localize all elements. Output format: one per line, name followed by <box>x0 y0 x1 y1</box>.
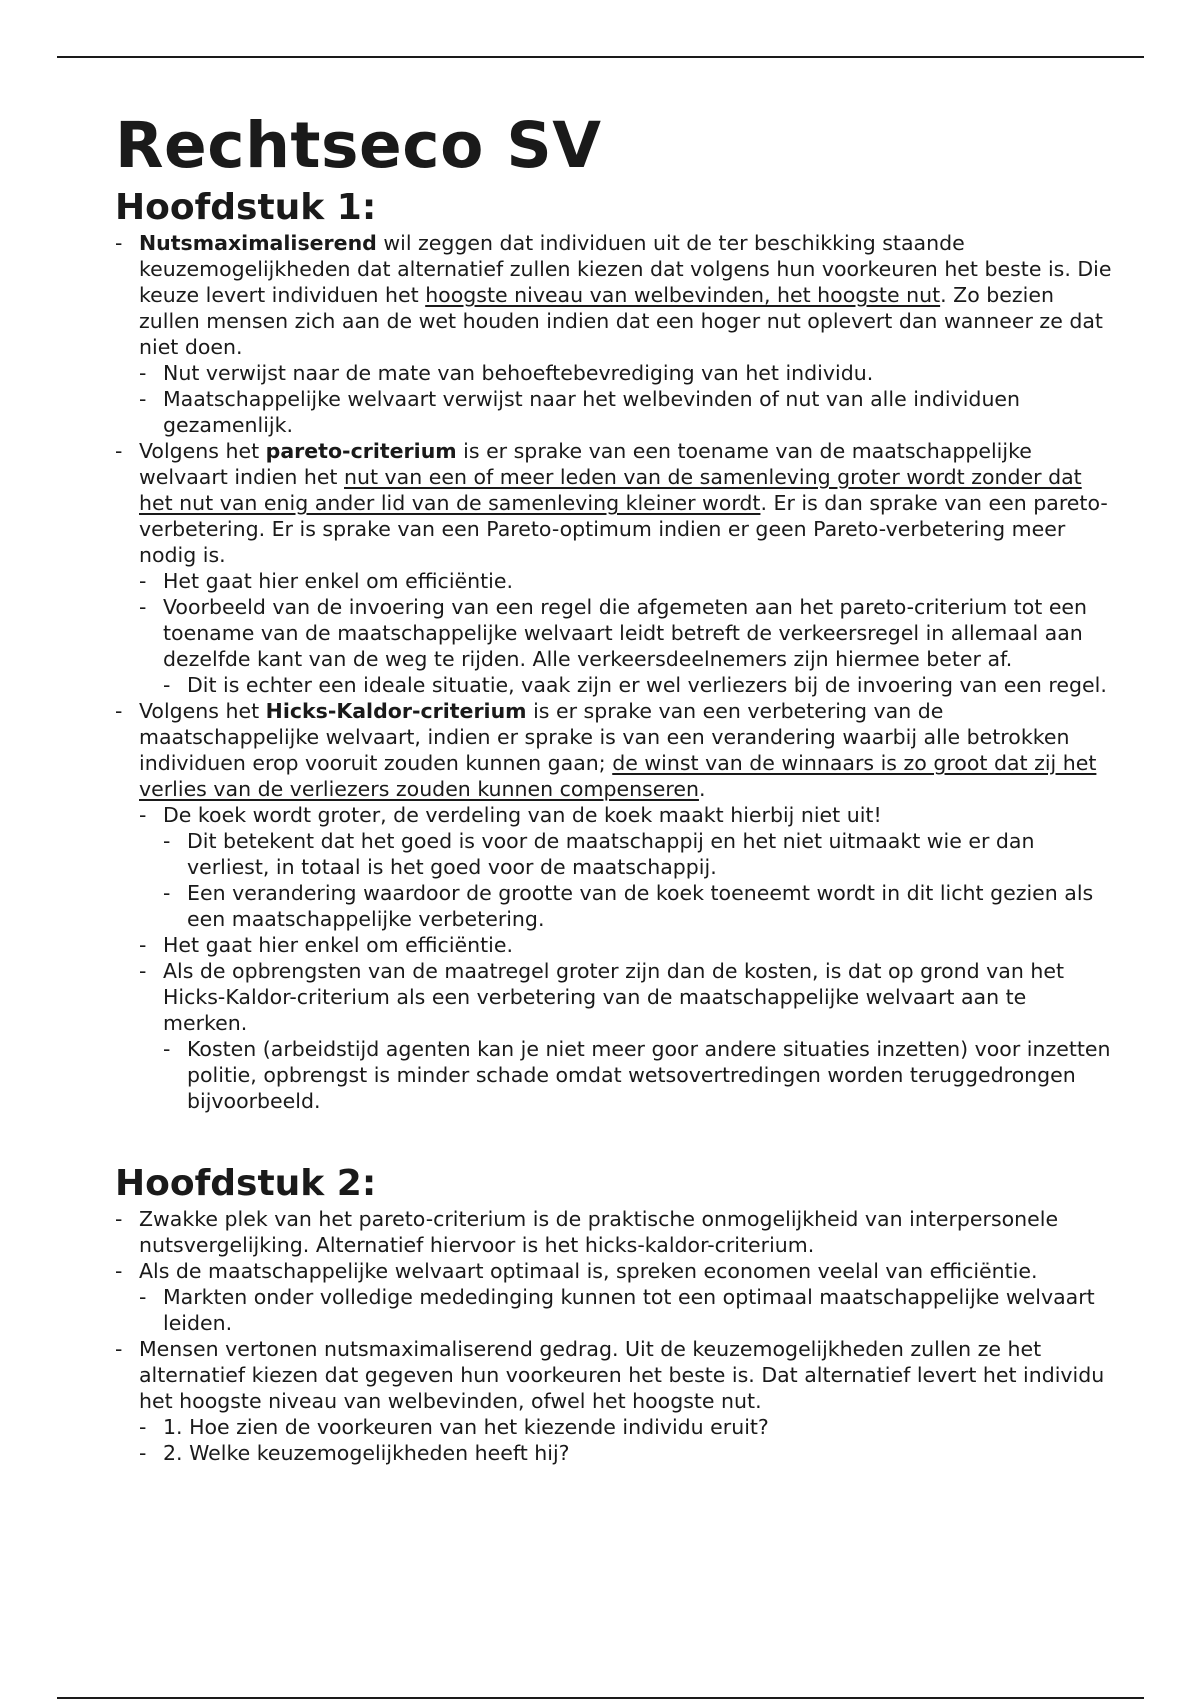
list-item: - Maatschappelijke welvaart verwijst naar het welbevinden of nut van alle individuen gezamenlijk. <box>139 386 1115 438</box>
text-span: De koek wordt groter, de verdeling van de koek maakt hierbij niet uit! <box>163 803 882 827</box>
list-item: - Het gaat hier enkel om efficiëntie. <box>139 932 1115 958</box>
list-item <box>115 230 1115 438</box>
chapter-2 <box>115 1162 1115 1466</box>
list-item: - Kosten (arbeidstijd agenten kan je niet meer goor andere situaties inzetten) voor inzetten politie, opbrengst is minder schade omdat wetsovertredingen worden teruggedrongen bijvoorbeeld. <box>163 1036 1115 1114</box>
document-body <box>115 106 1115 1466</box>
list-item: - Een verandering waardoor de grootte van de koek toeneemt wordt in dit licht gezien als een maatschappelijke verbetering. <box>163 880 1115 932</box>
term-bold: pareto-criterium <box>265 439 457 463</box>
list-item <box>115 1258 1115 1336</box>
chapter-1-heading: Hoofdstuk 1: <box>115 187 377 228</box>
sub-list <box>139 802 1115 1114</box>
text-span: is er sprake van een verbetering van de maatschappelijke welvaart, indien er sprake is van een verandering waarbij alle betrokken individuen erop vooruit zouden kunnen gaan; <box>139 699 1070 775</box>
list-item <box>139 958 1115 1114</box>
text-span: . Er is dan sprake van een pareto-verbetering. Er is sprake van een Pareto-optimum indien er geen Pareto-verbetering meer nodig is. <box>139 491 1108 567</box>
sub-list <box>139 360 1115 438</box>
text-span: Als de maatschappelijke welvaart optimaal is, spreken economen veelal van efficiëntie. <box>139 1259 1038 1283</box>
text-span: Volgens het <box>139 699 266 723</box>
list-item <box>115 438 1115 698</box>
underlined-text: nut van een of meer leden van de samenleving groter wordt zonder dat het nut van enig ander lid van de samenleving kleiner wordt <box>139 465 1082 515</box>
list-item: - Dit betekent dat het goed is voor de maatschappij en het niet uitmaakt wie er dan verliest, in totaal is het goed voor de maatschappij. <box>163 828 1115 880</box>
list-item: - 1. Hoe zien de voorkeuren van het kiezende individu eruit? <box>139 1414 1115 1440</box>
text-span: wil zeggen dat individuen uit de ter beschikking staande keuzemogelijkheden dat alternatief zullen kiezen dat volgens hun voorkeuren het beste is. Die keuze levert individuen het <box>139 231 1112 307</box>
document-title: Rechtseco SV <box>115 109 602 182</box>
text-span: Volgens het <box>139 439 266 463</box>
chapter-1-list <box>115 230 1115 1114</box>
list-item: - Dit is echter een ideale situatie, vaak zijn er wel verliezers bij de invoering van een regel. <box>163 672 1115 698</box>
list-item: - Markten onder volledige mededinging kunnen tot een optimaal maatschappelijke welvaart leiden. <box>139 1284 1115 1336</box>
chapter-2-list <box>115 1206 1115 1466</box>
sub-sub-list <box>163 828 1115 932</box>
underlined-text: hoogste niveau van welbevinden, het hoogste nut <box>425 283 941 307</box>
list-item: - Zwakke plek van het pareto-criterium is de praktische onmogelijkheid van interpersonele nutsvergelijking. Alternatief hiervoor is het hicks-kaldor-criterium. <box>115 1206 1115 1258</box>
list-item <box>139 594 1115 698</box>
underlined-text: de winst van de winnaars is zo groot dat zij het verlies van de verliezers zouden kunnen compenseren <box>139 751 1097 801</box>
list-item <box>139 802 1115 932</box>
list-item <box>115 1336 1115 1466</box>
term-bold: Hicks-Kaldor-criterium <box>265 699 527 723</box>
list-item: - 2. Welke keuzemogelijkheden heeft hij? <box>139 1440 1115 1466</box>
text-span: . Zo bezien zullen mensen zich aan de wet houden indien dat een hoger nut oplevert dan wanneer ze dat niet doen. <box>139 283 1103 359</box>
sub-list <box>139 568 1115 698</box>
sub-sub-list <box>163 672 1115 698</box>
sub-list <box>139 1414 1115 1466</box>
sub-sub-list <box>163 1036 1115 1114</box>
term-bold: Nutsmaximaliserend <box>139 231 377 255</box>
sub-list <box>139 1284 1115 1336</box>
list-item: - Het gaat hier enkel om efficiëntie. <box>139 568 1115 594</box>
list-item: - Nut verwijst naar de mate van behoeftebevrediging van het individu. <box>139 360 1115 386</box>
list-item <box>115 698 1115 1114</box>
chapter-1 <box>115 186 1115 1114</box>
top-rule <box>57 56 1144 58</box>
text-span: Als de opbrengsten van de maatregel groter zijn dan de kosten, is dat op grond van het Hicks-Kaldor-criterium als een verbetering van de maatschappelijke welvaart aan te merken. <box>163 959 1065 1035</box>
chapter-2-heading: Hoofdstuk 2: <box>115 1163 377 1204</box>
bottom-rule <box>57 1697 1144 1699</box>
text-span: Voorbeeld van de invoering van een regel die afgemeten aan het pareto-criterium tot een toename van de maatschappelijke welvaart leidt betreft de verkeersregel in allemaal aan dezelfde kant van de weg te rijden. Alle verkeersdeelnemers zijn hiermee beter af. <box>163 595 1088 671</box>
text-span: . <box>698 777 706 801</box>
text-span: is er sprake van een toename van de maatschappelijke welvaart indien het <box>139 439 1032 489</box>
text-span: Mensen vertonen nutsmaximaliserend gedrag. Uit de keuzemogelijkheden zullen ze het alternatief kiezen dat gegeven hun voorkeuren het beste is. Dat alternatief levert het individu het hoogste niveau van welbevinden, ofwel het hoogste nut. <box>139 1337 1105 1413</box>
